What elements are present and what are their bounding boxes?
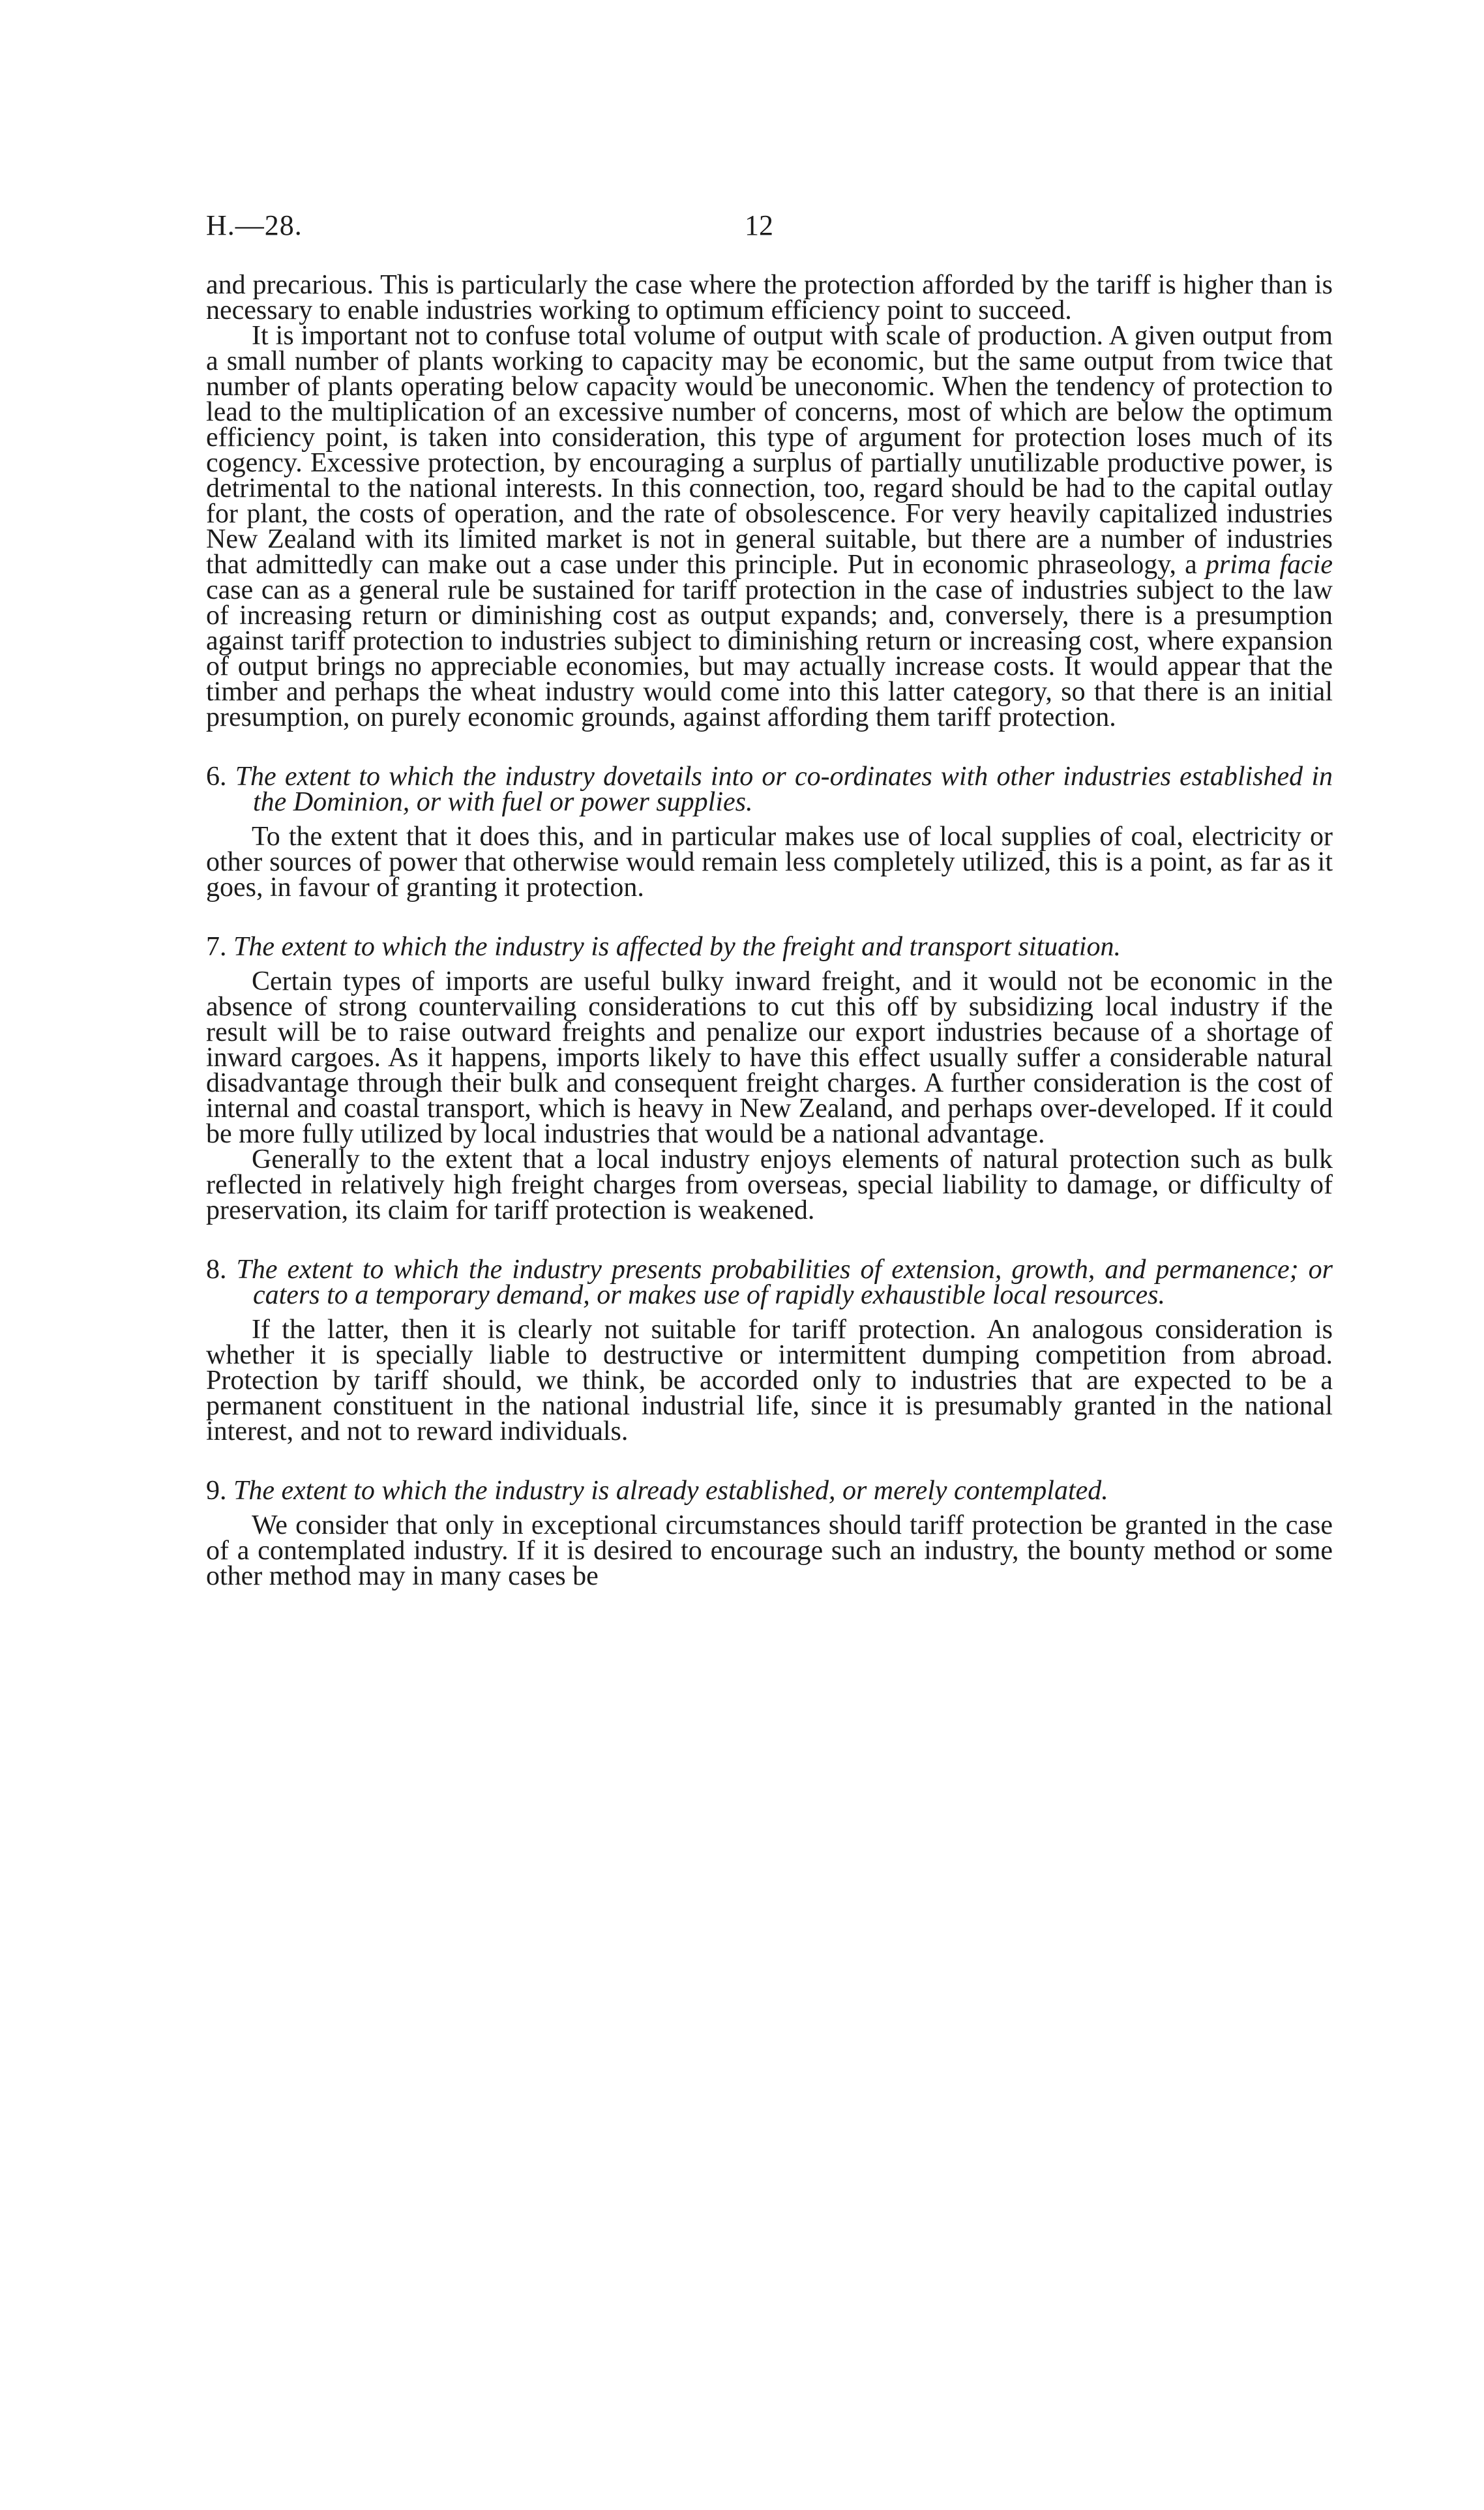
intro-paragraph-2-part-b: case can as a general rule be sustained for tariff protection in the case of industries subject to the law of increasing return or diminishing cost as output expands; and, conversely, there is a presumption against tariff protection to industries subject to diminishing return or increasing cost, where expansion of output brings no appreciable economies, but may actually increase costs. It would appear that the timber and perhaps the wheat industry would come into this latter category, so that there is an initial presumption, on purely economic grounds, against affording them tariff protection. [206, 575, 1333, 732]
section-number: 7. [206, 932, 227, 962]
section-paragraph: Generally to the extent that a local industry enjoys elements of natural protection such as bulk reflected in relatively high freight charges from overseas, special liability to damage, or difficulty of preservation, its claim for tariff protection is weakened. [206, 1144, 1333, 1225]
section-9 [206, 1478, 1333, 1589]
section-8 [206, 1257, 1333, 1444]
page-header [206, 209, 1333, 248]
section-paragraph: To the extent that it does this, and in particular makes use of local supplies of coal, electricity or other sources of power that otherwise would remain less completely utilized, this is a point, as far as it goes, in favour of granting it protection. [206, 822, 1333, 903]
section-title: The extent to which the industry dovetails into or co-ordinates with other industries established in the Dominion, or with fuel or power supplies. [235, 762, 1333, 817]
section-paragraph: Certain types of imports are useful bulky inward freight, and it would not be economic in the absence of strong countervailing considerations to cut this off by subsidizing local industry if the result will be to raise outward freights and penalize our export industries because of a shortage of inward cargoes. As it happens, imports likely to have this effect usually suffer a considerable natural disadvantage through their bulk and consequent freight charges. A further consideration is the cost of internal and coastal transport, which is heavy in New Zealand, and perhaps over-developed. If it could be more fully utilized by local industries that would be a national advantage. [206, 966, 1333, 1149]
section-number: 9. [206, 1476, 227, 1506]
section-heading [206, 764, 1333, 815]
intro-paragraph-2 [206, 323, 1333, 730]
section-paragraph: We consider that only in exceptional circumstances should tariff protection be granted in the case of a contemplated industry. If it is desired to encourage such an industry, the bounty method or some other method may in many cases be [206, 1510, 1333, 1591]
section-title: The extent to which the industry is already established, or merely contemplated. [233, 1476, 1108, 1506]
section-title: The extent to which the industry is affected by the freight and transport situation. [233, 932, 1121, 962]
intro-paragraph-2-latin: prima facie [1205, 550, 1333, 580]
section-number: 6. [206, 762, 227, 792]
intro-paragraph-2-part-a: It is important not to confuse total volume of output with scale of production. A given output from a small number of plants working to capacity may be economic, but the same output from twice that number of plants operating below capacity would be uneconomic. When the tendency of protection to lead to the multiplication of an excessive number of concerns, most of which are below the optimum efficiency point, is taken into consideration, this type of argument for protection loses much of its cogency. Excessive protection, by encouraging a surplus of partially unutilizable productive power, is detrimental to the national interests. In this connection, too, regard should be had to the capital outlay for plant, the costs of operation, and the rate of obsolescence. For very heavily capitalized industries New Zealand with its limited market is not in general suitable, but there are a number of industries that admittedly can make out a case under this principle. Put in economic phraseology, a [206, 321, 1333, 580]
section-title: The extent to which the industry presents probabilities of extension, growth, and permanence; or caters to a temporary demand, or makes use of rapidly exhaustible local resources. [236, 1255, 1333, 1310]
section-heading [206, 934, 1333, 960]
document-reference: H.—28. [206, 209, 303, 241]
section-7 [206, 934, 1333, 1223]
section-heading [206, 1478, 1333, 1504]
section-paragraph: If the latter, then it is clearly not suitable for tariff protection. An analogous consideration is whether it is specially liable to destructive or intermittent dumping competition from abroad. Protection by tariff should, we think, be accorded only to industries that are expected to be a permanent constituent in the national industrial life, since it is presumably granted in the national interest, and not to reward individuals. [206, 1315, 1333, 1446]
section-heading [206, 1257, 1333, 1308]
section-6 [206, 764, 1333, 901]
page-number: 12 [745, 209, 773, 241]
document-body [206, 270, 1333, 1591]
section-number: 8. [206, 1255, 227, 1285]
intro-paragraph-1: and precarious. This is particularly the case where the protection afforded by the tariff is higher than is necessary to enable industries working to optimum efficiency point to succeed. [206, 270, 1333, 325]
